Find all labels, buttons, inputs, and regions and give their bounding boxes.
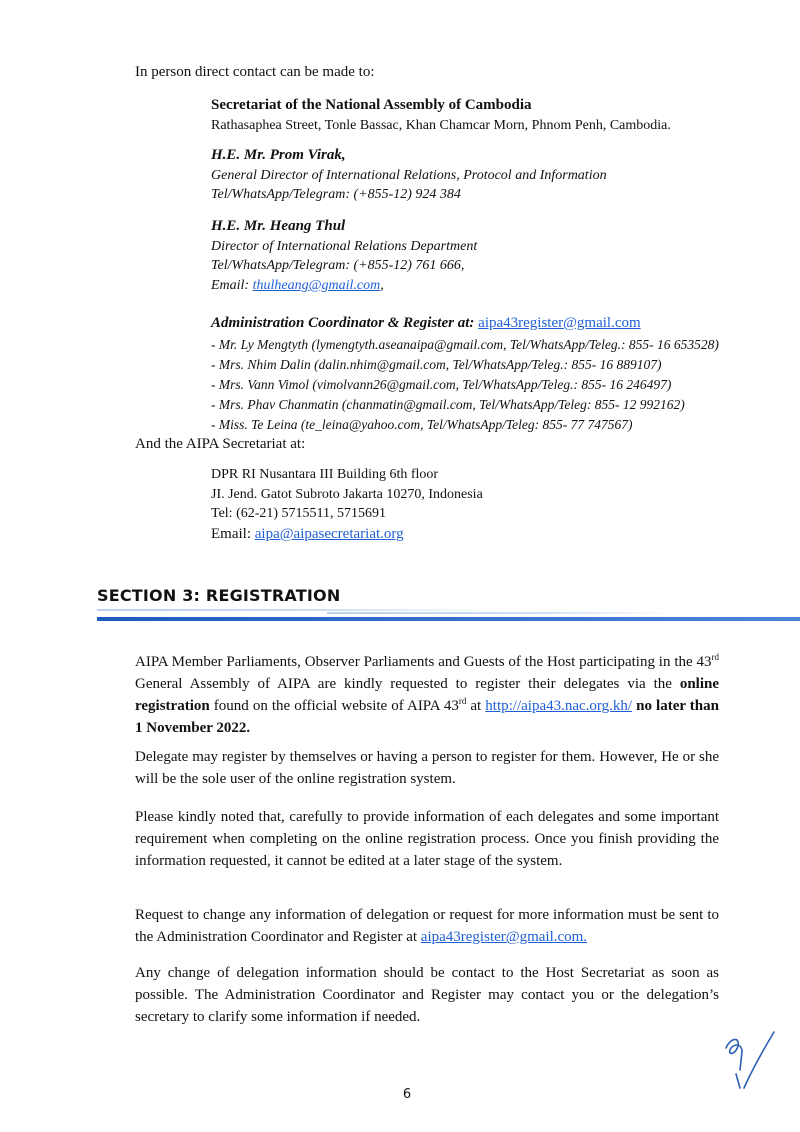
p4-text: Request to change any information of delegation or request for more information must be sent to the Administration Coordinator and Register at <box>135 907 719 945</box>
admin-contact-item: - Mrs. Nhim Dalin (dalin.nhim@gmail.com, Tel/WhatsApp/Teleg.: 855- 16 889107) <box>211 357 662 372</box>
person1-phone: Tel/WhatsApp/Telegram: (+855-12) 924 384 <box>211 187 461 202</box>
person2-title: Director of International Relations Department <box>211 239 478 254</box>
registration-paragraph-4 <box>135 904 719 948</box>
admin-contact-item: - Mrs. Vann Vimol (vimolvann26@gmail.com, Tel/WhatsApp/Teleg.: 855- 16 246497) <box>211 377 672 392</box>
admin-colon: : <box>469 315 479 331</box>
registration-paragraph-2: Delegate may register by themselves or having a person to register for them. However, He or she will be the sole user of the online registration system. <box>135 749 719 787</box>
admin-contact-item: - Mr. Ly Mengtyth (lymengtyth.aseanaipa@gmail.com, Tel/WhatsApp/Teleg.: 855- 16 653528) <box>211 337 719 352</box>
p1-bold: online registration <box>135 676 719 714</box>
p1-text-c: found on the official website of AIPA 43 <box>209 698 459 714</box>
aipa-email-link[interactable]: aipa@aipasecretariat.org <box>254 526 404 542</box>
page-number: 6 <box>402 1087 412 1102</box>
aipa-email-label: Email: <box>211 526 255 542</box>
person2-email-label: Email: <box>211 278 253 293</box>
aipa-address-1: DPR RI Nusantara III Building 6th floor <box>211 467 439 482</box>
section-rule <box>97 607 800 625</box>
p1-text-b: General Assembly of AIPA are kindly requested to register their delegates via the <box>135 676 680 692</box>
admin-contact-list <box>211 335 719 435</box>
person2-email-line <box>211 276 384 295</box>
admin-line <box>211 313 641 333</box>
secretariat-name: Secretariat of the National Assembly of Cambodia <box>211 97 532 113</box>
person2-email-link[interactable]: thulheang@gmail.com <box>252 278 381 293</box>
person1-title: General Director of International Relations, Protocol and Information <box>211 168 607 183</box>
p1-text-a: AIPA Member Parliaments, Observer Parliaments and Guests of the Host participating in the 43 <box>135 654 712 670</box>
registration-paragraph-1 <box>135 651 719 739</box>
p1-deadline: no later than 1 November 2022. <box>135 698 719 736</box>
website-link[interactable]: http://aipa43.nac.org.kh/ <box>485 698 633 714</box>
person1-name: H.E. Mr. Prom Virak, <box>211 147 346 163</box>
admin-label: Administration Coordinator & Register at <box>211 315 470 331</box>
admin-email-link[interactable]: aipa43register@gmail.com <box>478 315 641 331</box>
admin-contact-item: - Mrs. Phav Chanmatin (chanmatin@gmail.com, Tel/WhatsApp/Teleg: 855- 12 992162) <box>211 397 685 412</box>
aipa-address-2: JI. Jend. Gatot Subroto Jakarta 10270, Indonesia <box>211 487 483 502</box>
person2-name: H.E. Mr. Heang Thul <box>211 218 346 234</box>
contact-intro: In person direct contact can be made to: <box>135 64 375 80</box>
p1-sup-1: rd <box>711 652 719 662</box>
aipa-email-line <box>211 524 404 544</box>
person2-phone: Tel/WhatsApp/Telegram: (+855-12) 761 666, <box>211 258 465 273</box>
signature-icon <box>718 1030 778 1095</box>
person2-email-suffix: , <box>380 278 384 293</box>
registration-paragraph-3: Please kindly noted that, carefully to provide information of each delegates and some important requirement when completing on the online registration process. Once you finish providing the information requested, it cannot be edited at a later stage of the system. <box>135 809 719 869</box>
secretariat-address: Rathasaphea Street, Tonle Bassac, Khan Chamcar Morn, Phnom Penh, Cambodia. <box>211 118 671 133</box>
p1-sup-2: rd <box>458 696 467 706</box>
section-heading: SECTION 3: REGISTRATION <box>97 586 341 605</box>
registration-paragraph-5: Any change of delegation information should be contact to the Host Secretariat as soon as possible. The Administration Coordinator and Register may contact you or the delegation’s secretary to clarify some information if needed. <box>135 965 719 1025</box>
p1-text-d: at <box>466 698 486 714</box>
p4-email-link[interactable]: aipa43register@gmail.com. <box>420 929 588 945</box>
admin-contact-item: - Miss. Te Leina (te_leina@yahoo.com, Tel/WhatsApp/Teleg: 855- 77 747567) <box>211 417 633 432</box>
aipa-tel: Tel: (62-21) 5715511, 5715691 <box>211 506 387 521</box>
aipa-intro: And the AIPA Secretariat at: <box>135 436 306 452</box>
